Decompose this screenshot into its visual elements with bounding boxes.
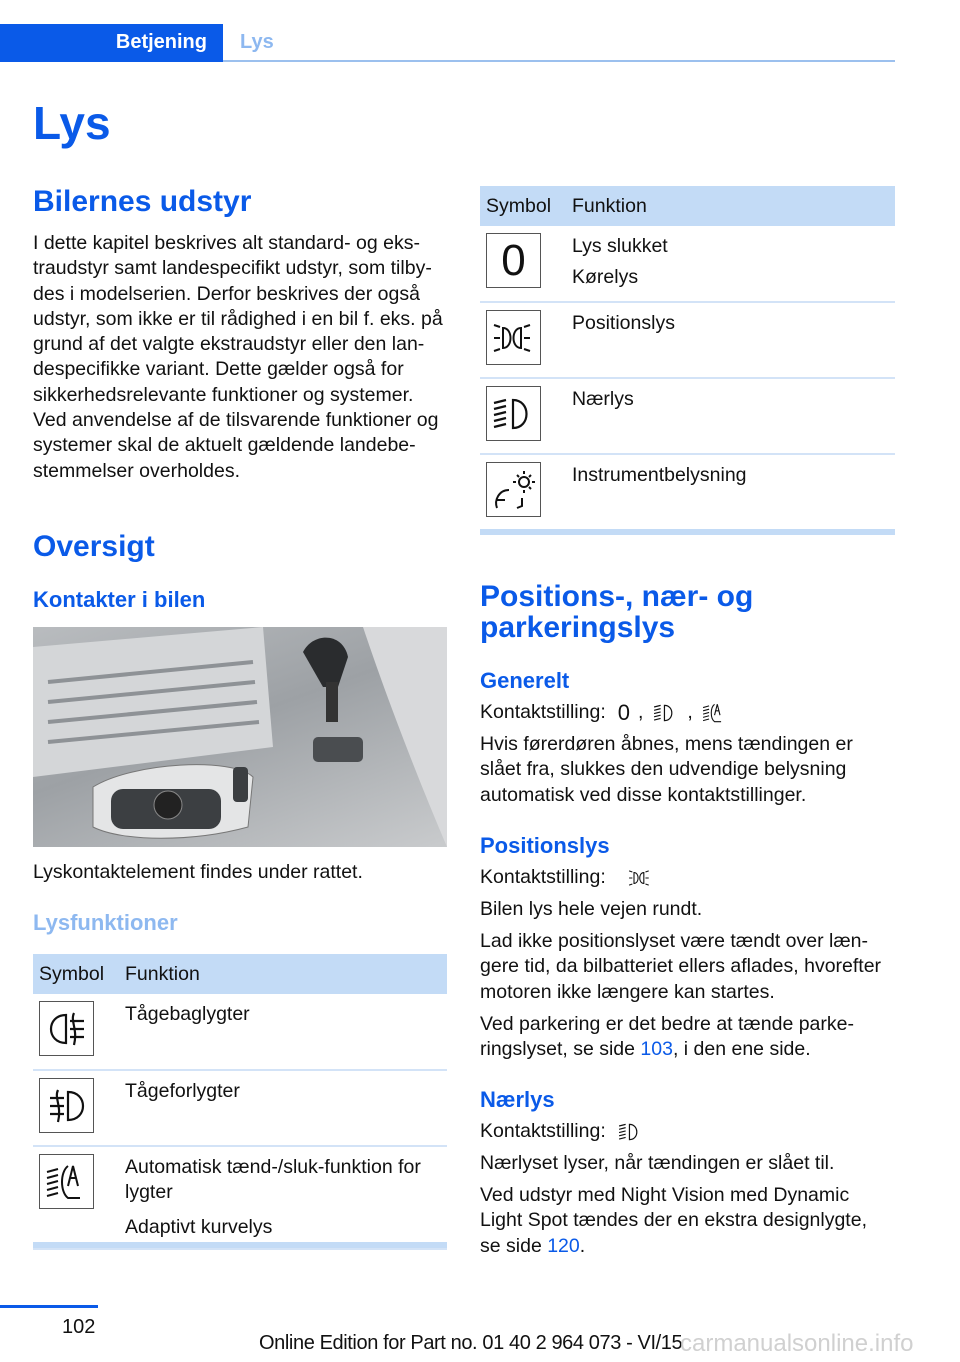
lowbeam-switch <box>480 1119 644 1144</box>
text-line: sikkerhedsrelevante funktioner og systemer. <box>33 383 414 406</box>
heading-general: Generelt <box>480 668 570 693</box>
lowbeam-p1: Nærlyset lyser, når tændingen er slået til. <box>480 1152 835 1174</box>
separator: , <box>687 701 693 723</box>
low-beam-icon <box>616 1120 644 1144</box>
table-header <box>480 186 895 226</box>
switch-label: Kontaktstilling: <box>480 866 606 888</box>
text-line: despecifikke variant. Dette gælder også for <box>33 358 404 381</box>
heading-position-lights <box>480 581 753 643</box>
table-row <box>33 1070 447 1146</box>
text-line: motoren ikke længere kan startes. <box>480 980 775 1003</box>
text-line: gere tid, da bilbatteriet ellers aflades, hvorefter <box>480 955 882 978</box>
position-p2 <box>480 929 881 1005</box>
switch-label: Kontaktstilling: <box>480 701 606 723</box>
heading-equipment: Bilernes udstyr <box>33 185 252 218</box>
general-text <box>480 732 853 808</box>
position-p1: Bilen lys hele vejen rundt. <box>480 898 703 920</box>
light-switch-table <box>480 186 895 530</box>
table-end-rule <box>480 529 895 535</box>
text-line: Ved anvendelse af de tilsvarende funktioner og <box>33 409 439 432</box>
page-link-120[interactable]: 120 <box>547 1234 580 1257</box>
text-line: grund af det valgte ekstraudstyr eller den lan- <box>33 333 425 356</box>
front-fog-light-icon <box>39 1078 94 1133</box>
parking-light-icon <box>486 310 541 365</box>
function-label: Adaptivt kurvelys <box>125 1216 273 1238</box>
low-beam-icon <box>486 386 541 441</box>
col-symbol: Symbol <box>480 186 566 226</box>
light-switch-photo <box>33 627 447 847</box>
text-line: I dette kapitel beskrives alt standard- og eks- <box>33 232 420 254</box>
page-title: Lys <box>33 97 111 149</box>
light-functions-table <box>33 954 447 1250</box>
function-label: Instrumentbelysning <box>572 464 747 486</box>
col-function: Funktion <box>119 954 447 994</box>
parking-light-icon <box>616 866 664 890</box>
equipment-text <box>33 231 453 484</box>
auto-headlight-icon <box>39 1154 94 1209</box>
text-line: udstyr, som ikke er til rådighed i en bil f. eks. på <box>33 307 443 330</box>
low-beam-icon <box>651 701 679 725</box>
text-line: des i modelserien. Derfor beskrives der også <box>33 282 420 305</box>
heading-naerlys: Nærlys <box>480 1087 555 1112</box>
text-line: Light Spot tændes der en ekstra designlygte, <box>480 1209 867 1232</box>
separator: , <box>637 701 644 723</box>
auto-headlight-icon <box>701 701 727 725</box>
photo-caption: Lyskontaktelement findes under rattet. <box>33 861 363 883</box>
text-line: slået fra, slukkes den udvendige belysning <box>480 758 847 781</box>
tab-betjening[interactable]: Betjening <box>0 24 223 62</box>
col-function: Funktion <box>566 186 895 226</box>
general-switch-positions <box>480 700 727 725</box>
heading-line: parkeringslys <box>480 611 676 644</box>
function-label: Tågeforlygter <box>125 1080 240 1102</box>
col-symbol: Symbol <box>33 954 119 994</box>
instrument-lighting-icon <box>486 462 541 517</box>
edition-text: Online Edition for Part no. 01 40 2 964 073 - VI/15 <box>259 1332 683 1354</box>
switch-label: Kontaktstilling: <box>480 1120 606 1142</box>
text-line: Ved udstyr med Night Vision med Dynamic <box>480 1184 850 1206</box>
footer-rule <box>0 1305 98 1308</box>
lowbeam-p2 <box>480 1183 867 1259</box>
text-line: systemer skal de aktuelt gældende landebe- <box>33 434 416 457</box>
watermark: carmanualsonline.info <box>680 1330 914 1357</box>
text-line: Ved parkering er det bedre at tænde parke- <box>480 1013 854 1035</box>
function-label: Nærlys <box>572 388 634 410</box>
text-line: automatisk ved disse kontaktstillinger. <box>480 783 807 806</box>
table-row <box>33 994 447 1070</box>
table-row <box>33 1146 447 1249</box>
zero-glyph: 0 <box>501 236 526 285</box>
text-line: . <box>579 1234 586 1257</box>
table-row <box>480 454 895 530</box>
page-link-103[interactable]: 103 <box>640 1038 673 1061</box>
rear-fog-light-icon <box>39 1001 94 1056</box>
heading-line: Positions-, nær- og <box>480 580 754 613</box>
lights-off-icon <box>486 233 541 288</box>
table-row <box>480 302 895 378</box>
table-header <box>33 954 447 994</box>
heading-overview: Oversigt <box>33 530 155 563</box>
table-end-rule <box>33 1242 447 1248</box>
page-number: 102 <box>62 1316 96 1338</box>
function-label: Tågebaglygter <box>125 1003 250 1025</box>
function-label: Positionslys <box>572 312 675 334</box>
table-row <box>480 378 895 454</box>
text-line: stemmelser overholdes. <box>33 459 240 482</box>
text-line: se side <box>480 1234 548 1257</box>
position-switch <box>480 865 664 890</box>
heading-positionslys: Positionslys <box>480 833 610 858</box>
text-line: traudstyr samt landespecifikt udstyr, som tilby- <box>33 257 432 280</box>
text-line: ringslyset, se side <box>480 1038 641 1061</box>
lights-off-icon: 0 <box>617 700 630 725</box>
text-line: , i den ene side. <box>672 1038 811 1061</box>
position-p3 <box>480 1012 854 1063</box>
heading-contacts: Kontakter i bilen <box>33 587 206 612</box>
function-label: Automatisk tænd-/sluk-funktion for lygter <box>125 1156 421 1203</box>
table-row <box>480 226 895 302</box>
text-line: Hvis førerdøren åbnes, mens tændingen er <box>480 733 853 755</box>
text-line: Lad ikke positionslyset være tændt over læn- <box>480 930 869 952</box>
heading-functions: Lysfunktioner <box>33 910 178 935</box>
function-label: Kørelys <box>572 266 639 288</box>
function-label: Lys slukket <box>572 235 668 257</box>
tab-lys[interactable]: Lys <box>240 31 274 53</box>
